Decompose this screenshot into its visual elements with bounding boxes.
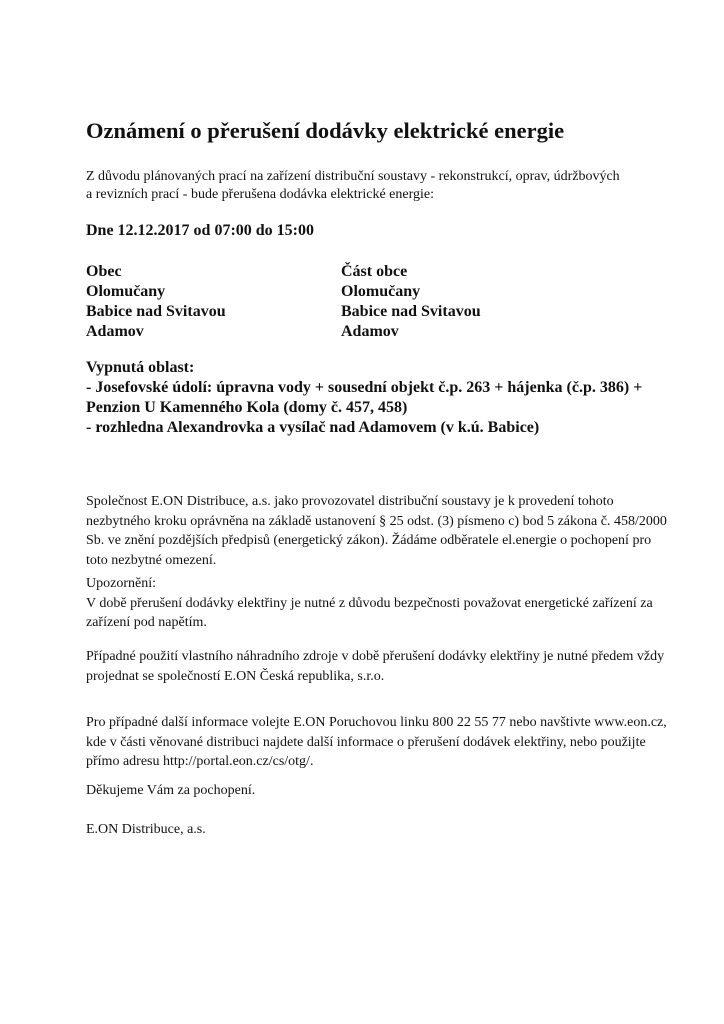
affected-area-line: Penzion U Kamenného Kola (domy č. 457, 458)	[86, 399, 408, 416]
signature-line: E.ON Distribuce, a.s.	[86, 822, 206, 837]
municipality-item: Babice nad Svitavou	[86, 303, 226, 320]
intro-paragraph	[86, 168, 696, 204]
legal-paragraph	[86, 492, 706, 570]
paragraph-line: Sb. ve znění pozdějších předpisů (energetický zákon). Žádáme odběratele el.energie o pochopení pro	[86, 533, 652, 548]
affected-area	[86, 358, 706, 438]
paragraph-line: Pro případné další informace volejte E.ON Poruchovou linku 800 22 55 77 nebo navštivte www.eon.cz,	[86, 715, 667, 730]
warning-paragraph	[86, 574, 706, 633]
paragraph-line: zařízení pod napětím.	[86, 615, 207, 630]
paragraph-line: nezbytného kroku oprávněna na základě ustanovení § 25 odst. (3) písmeno c) bod 5 zákona č. 458/2000	[86, 513, 667, 529]
affected-area-line: - rozhledna Alexandrovka a vysílač nad Adamovem (v k.ú. Babice)	[86, 419, 540, 436]
municipality-part-column	[341, 262, 481, 342]
contact-paragraph	[86, 713, 706, 772]
notice-title: Oznámení o přerušení dodávky elektrické energie	[86, 118, 565, 143]
intro-line: a revizních prací - bude přerušena dodávka elektrické energie:	[86, 187, 435, 202]
paragraph-line: Případné použití vlastního náhradního zdroje v době přerušení dodávky elektřiny je nutné předem vždy	[86, 649, 665, 664]
municipality-part-header: Část obce	[341, 263, 408, 280]
affected-area-line: - Josefovské údolí: úpravna vody + sousední objekt č.p. 263 + hájenka (č.p. 386) +	[86, 379, 643, 396]
outage-date: Dne 12.12.2017 od 07:00 do 15:00	[86, 222, 315, 239]
municipality-item: Olomučany	[86, 283, 166, 300]
municipality-item: Adamov	[86, 323, 144, 340]
paragraph-line: kde v části věnované distribuci najdete další informace o přerušení dodávek elektřiny, nebo použijte	[86, 734, 646, 750]
municipality-part-item: Adamov	[341, 323, 399, 340]
municipality-part-item: Olomučany	[341, 283, 421, 300]
paragraph-line: přímo adresu http://portal.eon.cz/cs/otg/.	[86, 754, 314, 769]
municipality-column	[86, 262, 226, 342]
warning-heading: Upozornění:	[86, 576, 156, 591]
paragraph-line: V době přerušení dodávky elektřiny je nutné z důvodu bezpečnosti považovat energetické zařízení za	[86, 595, 653, 611]
thanks-line: Děkujeme Vám za pochopení.	[86, 783, 256, 798]
intro-line: Z důvodu plánovaných prací na zařízení distribuční soustavy - rekonstrukcí, oprav, údržbových	[86, 169, 620, 184]
paragraph-line: toto nezbytné omezení.	[86, 552, 217, 568]
paragraph-line: Společnost E.ON Distribuce, a.s. jako provozovatel distribuční soustavy je k provedení tohoto	[86, 494, 614, 509]
paragraph-line: projednat se společností E.ON Česká republika, s.r.o.	[86, 668, 385, 684]
municipality-part-item: Babice nad Svitavou	[341, 303, 481, 320]
municipality-header: Obec	[86, 263, 122, 280]
affected-area-header: Vypnutá oblast:	[86, 359, 195, 376]
own-source-paragraph	[86, 647, 706, 686]
